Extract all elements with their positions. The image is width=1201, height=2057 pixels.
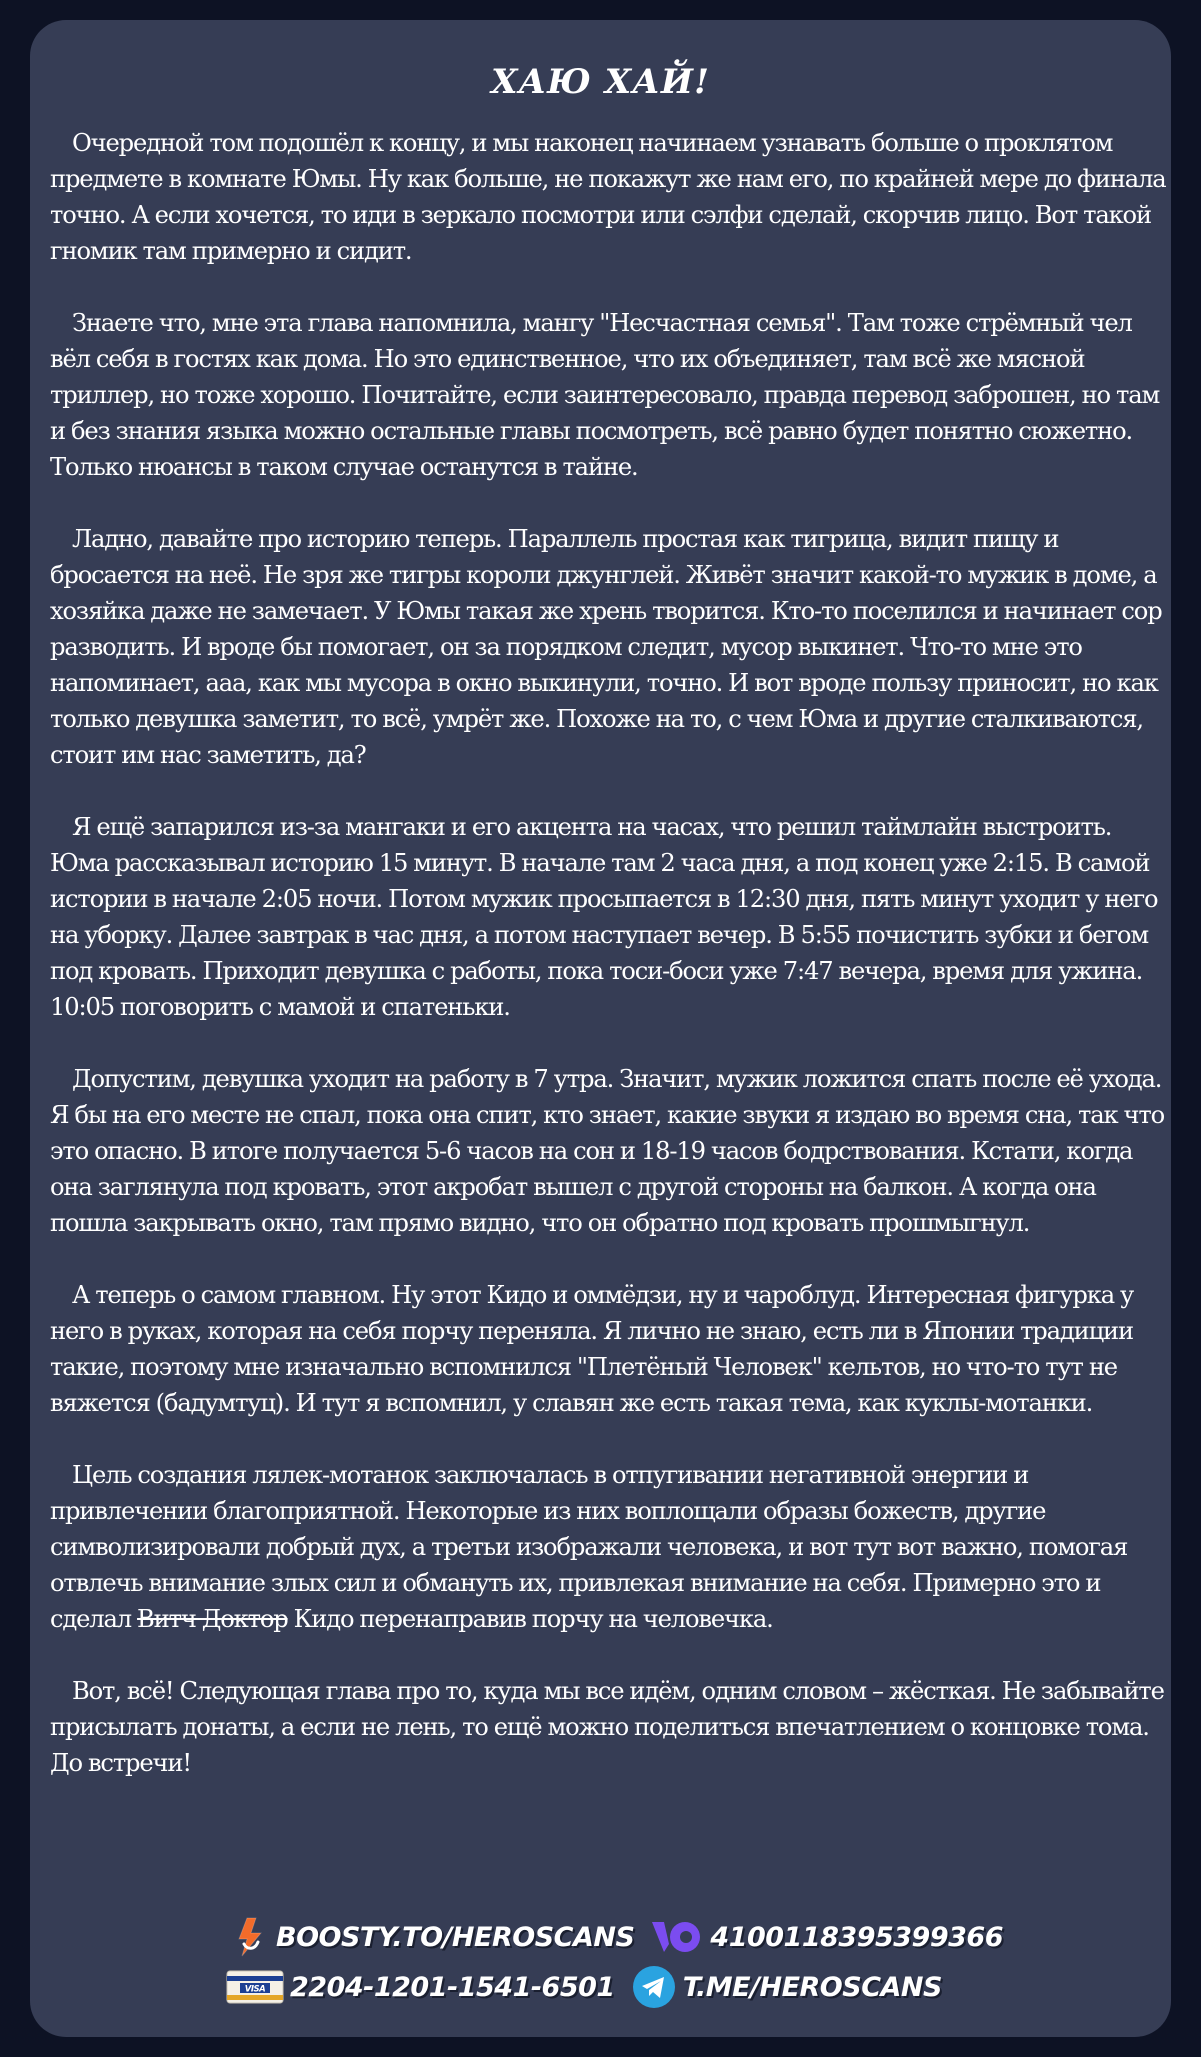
- telegram-link[interactable]: T.ME/HEROSCANS: [682, 1971, 942, 2003]
- page-title: ХАЮ ХАЙ!: [491, 62, 710, 102]
- telegram-icon: [631, 1964, 677, 2010]
- footer-row-1: [230, 1913, 1003, 1961]
- paragraph-3: Ладно, давайте про историю теперь. Параллель простая как тигрица, видит пищу и бросается на неё. Не зря же тигры короли джунглей. Живёт значит какой-то мужик в доме, а хозяйка даже не замечает. У Юмы такая же хрень творится. Кто-то поселился и начинает сор разводить. И вроде бы помогает, он за порядком следит, мусор выкинет. Что-то мне это напоминает, ааа, как мы мусора в окно выкинули, точно. И вот вроде пользу приносит, но как только девушка заметит, то всё, умрёт же. Похоже на то, с чем Юма и другие сталкиваются, стоит им нас заметить, да?: [50, 525, 1162, 769]
- yoomoney-icon: [650, 1918, 704, 1956]
- paragraph-8: Вот, всё! Следующая глава про то, куда мы все идём, одним словом – жёсткая. Не забывайте присылать донаты, а если не лень, то ещё можно поделиться впечатлением о концовке тома. До встречи!: [50, 1677, 1164, 1777]
- paragraph-7-text-before: Цель создания лялек-мотанок заключалась в отпугивании негативной энергии и привлечении благоприятной. Некоторые из них воплощали образы божеств, другие символизировали добрый дух, а третьи изображали человека, и вот тут вот важно, помогая отвлечь внимание злых сил и обмануть их, привлекая внимание на себя. Примерно это и сделал: [50, 1461, 1128, 1633]
- yoomoney-wallet[interactable]: 4100118395399366: [710, 1921, 1003, 1953]
- paragraph-7-text-after: Кидо перенаправив порчу на человечка.: [287, 1605, 773, 1633]
- paragraph-7: [50, 1457, 1171, 1637]
- afterword-card: [30, 20, 1171, 2037]
- paragraph-1: Очередной том подошёл к концу, и мы наконец начинаем узнавать больше о проклятом предмете в комнате Юмы. Ну как больше, не покажут же нам его, по крайней мере до финала точно. А если хочется, то иди в зеркало посмотри или сэлфи сделай, скорчив лицо. Вот такой гномик там примерно и сидит.: [50, 129, 1166, 265]
- svg-text:VISA: VISA: [244, 1984, 266, 1995]
- paragraph-2: Знаете что, мне эта глава напомнила, мангу "Несчастная семья". Там тоже стрёмный чел вёл себя в гостях как дома. Но это единственное, что их объединяет, там всё же мясной триллер, но тоже хорошо. Почитайте, если заинтересовало, правда перевод заброшен, но там и без знания языка можно остальные главы посмотреть, всё равно будет понятно сюжетно. Только нюансы в таком случае останутся в тайне.: [50, 309, 1160, 481]
- strikethrough-text: Витч Доктор: [137, 1605, 288, 1633]
- boosty-link[interactable]: BOOSTY.TO/HEROSCANS: [276, 1921, 635, 1953]
- visa-icon: [226, 1969, 284, 2005]
- paragraph-5: Допустим, девушка уходит на работу в 7 утра. Значит, мужик ложится спать после её ухода. Я бы на его месте не спал, пока она спит, кто знает, какие звуки я издаю во время сна, так что это опасно. В итоге получается 5-6 часов на сон и 18-19 часов бодрствования. Кстати, когда она заглянула под кровать, этот акробат вышел с другой стороны на балкон. А когда она пошла закрывать окно, там прямо видно, что он обратно под кровать прошмыгнул.: [50, 1065, 1165, 1237]
- paragraph-6: А теперь о самом главном. Ну этот Кидо и оммёдзи, ну и чароблуд. Интересная фигурка у него в руках, которая на себя порчу переняла. Я лично не знаю, есть ли в Японии традиции такие, поэтому мне изначально вспомнился "Плетёный Человек" кельтов, но что-то тут не вяжется (бадумтуц). И тут я вспомнил, у славян же есть такая тема, как куклы-мотанки.: [50, 1281, 1134, 1417]
- afterword-text: [50, 125, 1171, 1781]
- card-number[interactable]: 2204-1201-1541-6501: [290, 1971, 615, 2003]
- footer-row-2: [226, 1963, 942, 2011]
- paragraph-4: Я ещё запарился из-за мангаки и его акцента на часах, что решил таймлайн выстроить. Юма рассказывал историю 15 минут. В начале там 2 часа дня, а под конец уже 2:15. В самой истории в начале 2:05 ночи. Потом мужик просыпается в 12:30 дня, пять минут уходит у него на уборку. Далее завтрак в час дня, а потом наступает вечер. В 5:55 почистить зубки и бегом под кровать. Приходит девушка с работы, пока тоси-боси уже 7:47 вечера, время для ужина. 10:05 поговорить с мамой и спатеньки.: [50, 813, 1158, 1021]
- boosty-icon: [230, 1916, 270, 1958]
